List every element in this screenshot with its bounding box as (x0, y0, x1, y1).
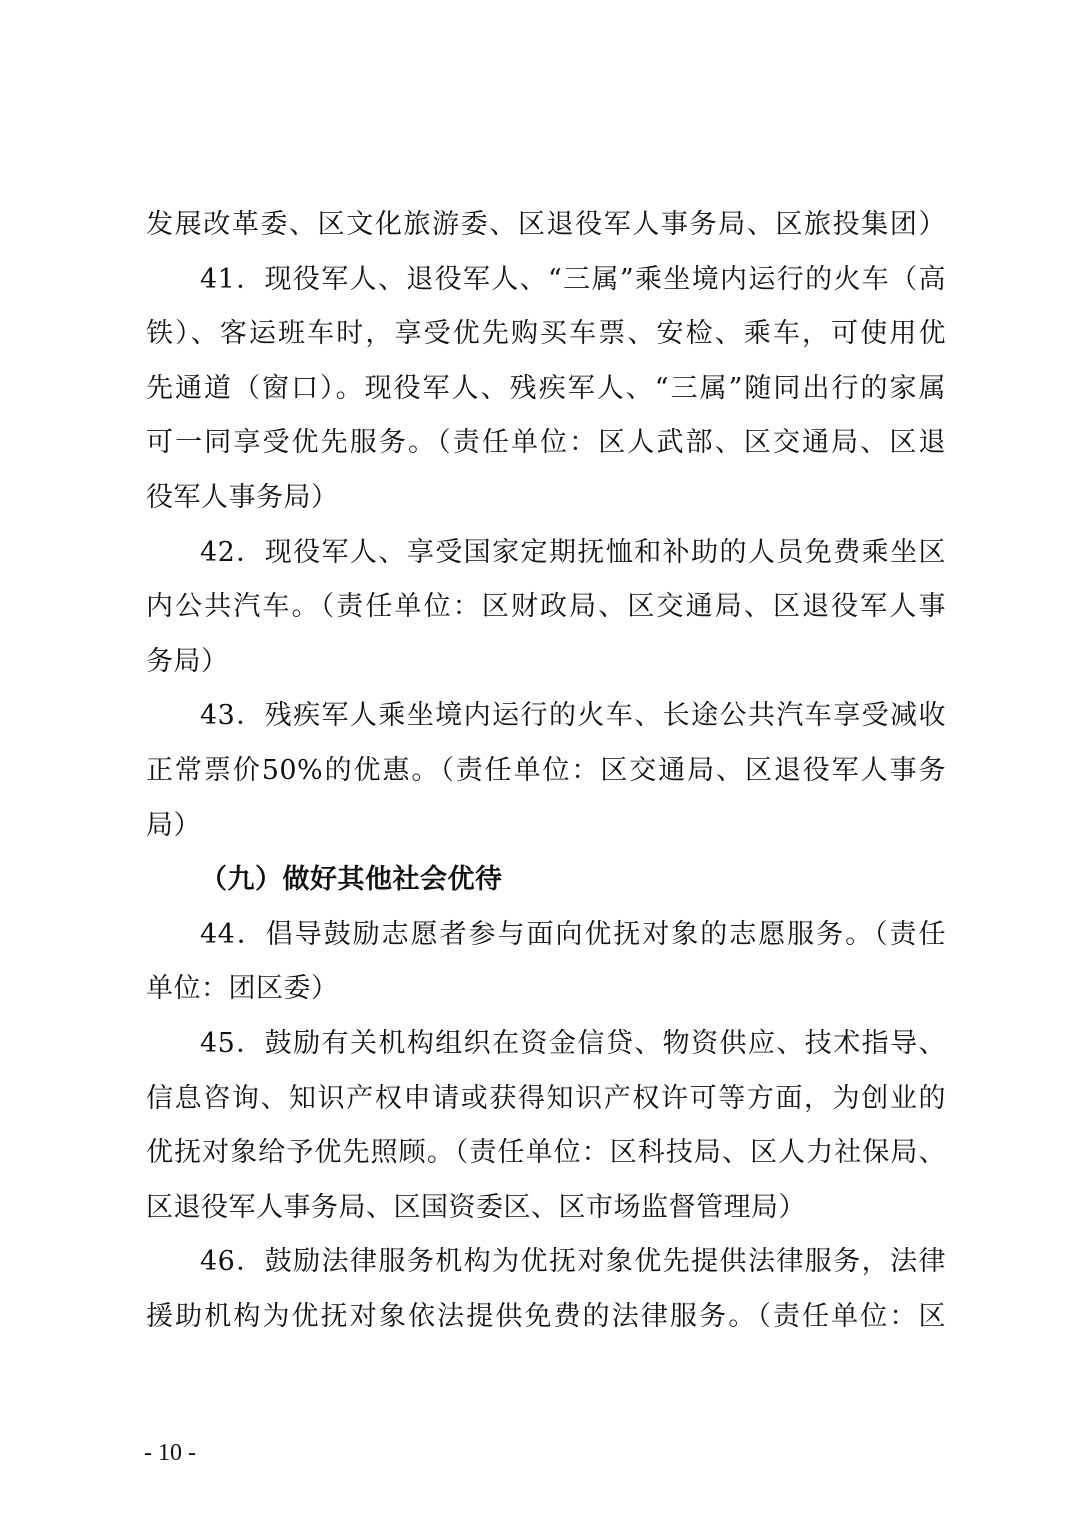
text-line: 正常票价50%的优惠。（责任单位：区交通局、区退役军人事务 (146, 754, 946, 786)
body-text (146, 198, 946, 1344)
text-line: 可一同享受优先服务。（责任单位：区人武部、区交通局、区退 (146, 427, 946, 459)
item-42-line: 42．现役军人、享受国家定期抚恤和补助的人员免费乘坐区 (200, 536, 946, 568)
text-line: 先通道（窗口）。现役军人、残疾军人、“三属”随同出行的家属 (146, 372, 946, 404)
item-46-line: 46．鼓励法律服务机构为优抚对象优先提供法律服务，法律 (200, 1246, 946, 1278)
page-number: - 10 - (144, 1440, 196, 1466)
text-line: 役军人事务局） (146, 481, 339, 513)
text-line: 局） (146, 809, 201, 841)
text-line: 内公共汽车。（责任单位：区财政局、区交通局、区退役军人事 (146, 591, 946, 623)
text-line: 铁）、客运班车时，享受优先购买车票、安检、乘车，可使用优 (146, 318, 946, 350)
text-line: 信息咨询、知识产权申请或获得知识产权许可等方面，为创业的 (146, 1082, 946, 1114)
text-line: 优抚对象给予优先照顾。（责任单位：区科技局、区人力社保局、 (146, 1137, 946, 1169)
text-line: 援助机构为优抚对象依法提供免费的法律服务。（责任单位：区 (146, 1300, 946, 1332)
text-line: 务局） (146, 645, 229, 677)
item-43-line: 43．残疾军人乘坐境内运行的火车、长途公共汽车享受减收 (200, 700, 946, 732)
item-45-line: 45．鼓励有关机构组织在资金信贷、物资供应、技术指导、 (200, 1027, 946, 1059)
text-line: 发展改革委、区文化旅游委、区退役军人事务局、区旅投集团） (146, 209, 946, 240)
section-heading: （九）做好其他社会优待 (200, 864, 503, 896)
text-line: 区退役军人事务局、区国资委区、区市场监督管理局） (146, 1191, 806, 1223)
text-line: 单位：团区委） (146, 973, 339, 1005)
item-41-line: 41．现役军人、退役军人、“三属”乘坐境内运行的火车（高 (200, 263, 946, 295)
item-44-line: 44．倡导鼓励志愿者参与面向优抚对象的志愿服务。（责任 (200, 918, 946, 950)
